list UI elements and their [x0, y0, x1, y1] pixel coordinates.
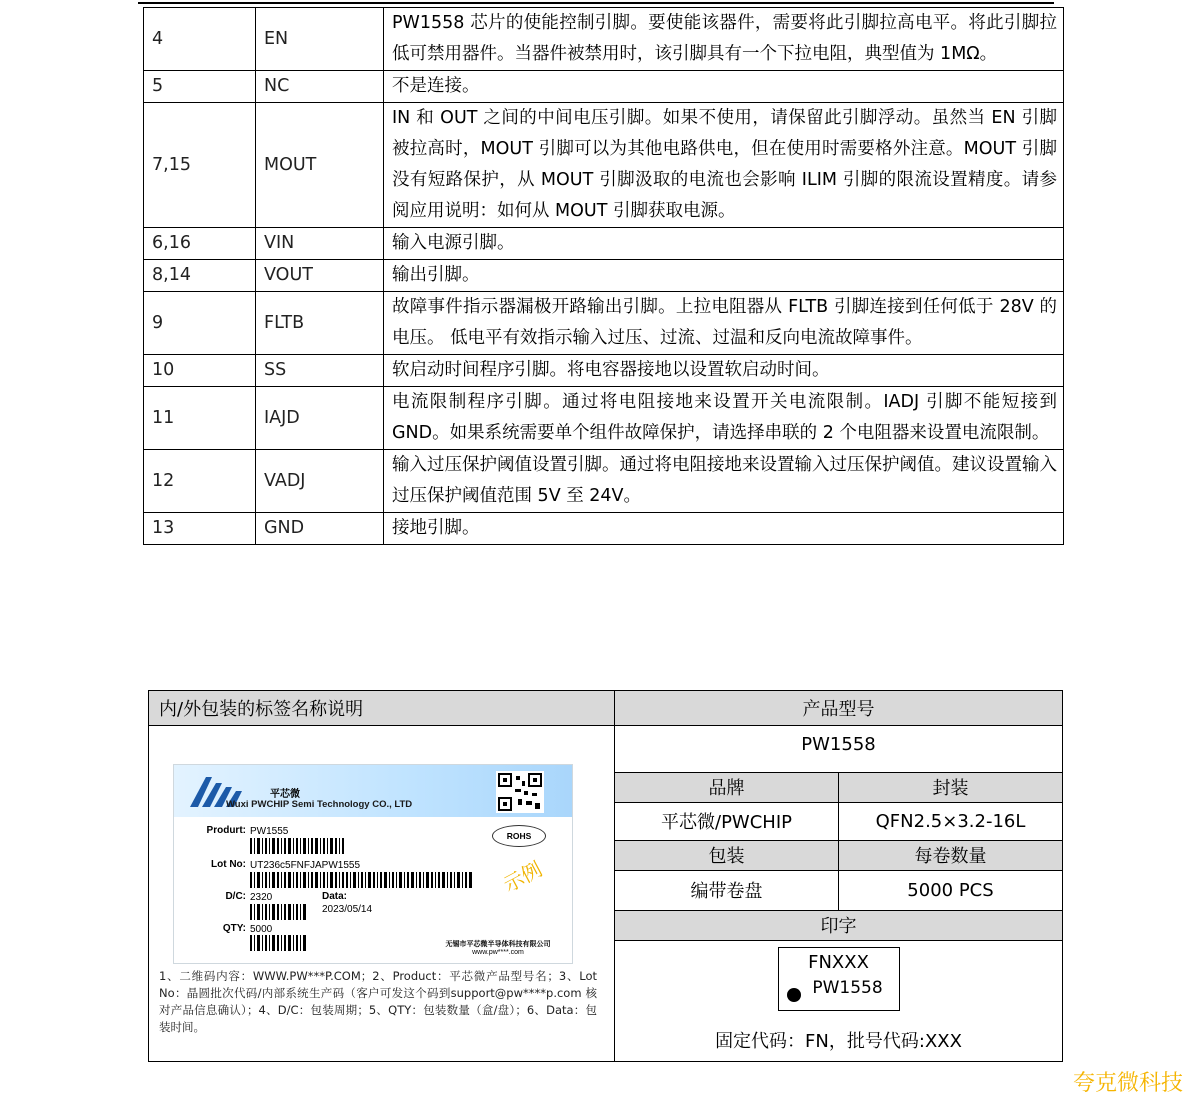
pin-number: 10 [144, 355, 256, 387]
pin-name: FLTB [256, 292, 384, 355]
pin-number: 4 [144, 8, 256, 71]
watermark: 夸克微科技 [1072, 1071, 1183, 1096]
pin-number: 12 [144, 450, 256, 513]
qr-code-icon [496, 771, 544, 813]
marking-line-2: PW1558 [812, 977, 883, 998]
dc-value: 2320 [250, 892, 273, 903]
pin-number: 8,14 [144, 260, 256, 292]
example-stamp: 示例 [499, 856, 546, 897]
table-row [144, 103, 1064, 228]
table-row [144, 71, 1064, 103]
pin-name: VADJ [256, 450, 384, 513]
model-value: PW1558 [615, 726, 1062, 772]
marking-line-1: FNXXX [808, 951, 869, 973]
qty-per-reel-label: 每卷数量 [839, 840, 1063, 870]
product-info-inner-table [615, 726, 1062, 1061]
product-barcode-icon [250, 838, 344, 854]
marking-label: 印字 [615, 910, 1062, 940]
pin-name: NC [256, 71, 384, 103]
product-info-cell [615, 726, 1063, 1062]
data-value: 2023/05/14 [322, 904, 373, 915]
pin-description: 不是连接。 [384, 71, 1064, 103]
pin-number: 6,16 [144, 228, 256, 260]
pin-description: 软启动时间程序引脚。将电容器接地以设置软启动时间。 [384, 355, 1064, 387]
pin-description: 输入过压保护阈值设置引脚。通过将电阻接地来设置输入过压保护阈值。建议设置输入过压保护阈值范围 5V 至 24V。 [384, 450, 1064, 513]
pin1-dot-icon [787, 988, 801, 1002]
table-row [144, 355, 1064, 387]
chip-marking-box [778, 947, 900, 1011]
sticker-brand-cn: 平芯微 [270, 789, 300, 800]
pin-description: IN 和 OUT 之间的中间电压引脚。如果不使用，请保留此引脚浮动。虽然当 EN 引脚被拉高时，MOUT 引脚可以为其他电路供电，但在使用时需要格外注意。MOUT 引脚没有短路保护，从 MOUT 引脚汲取的电流也会影响 ILIM 引脚的限流设置精度。请参阅应用说明：如何从 MOUT 引脚获取电源。 [384, 103, 1064, 228]
pin-number: 13 [144, 513, 256, 545]
product-label: Produrt: [206, 825, 246, 836]
sticker-company-cn: 无锡市平芯微半导体科技有限公司 [445, 940, 551, 948]
packing-value: 编带卷盘 [615, 870, 839, 910]
pin-number: 5 [144, 71, 256, 103]
lot-barcode-icon [250, 872, 472, 888]
pin-description: PW1558 芯片的使能控制引脚。要使能该器件，需要将此引脚拉高电平。将此引脚拉低可禁用器件。当器件被禁用时，该引脚具有一个下拉电阻，典型值为 1MΩ。 [384, 8, 1064, 71]
pin-name: MOUT [256, 103, 384, 228]
package-label: 封装 [839, 772, 1063, 802]
pin-description: 输出引脚。 [384, 260, 1064, 292]
dc-label: D/C: [225, 891, 246, 902]
pin-description: 接地引脚。 [384, 513, 1064, 545]
table-row [144, 292, 1064, 355]
label-description-header: 内/外包装的标签名称说明 [149, 691, 615, 726]
dc-barcode-icon [250, 904, 306, 920]
sticker-website: www.pw****.com [472, 949, 524, 956]
lot-value: UT236c5FNFJAPW1555 [250, 860, 361, 871]
pin-number: 7,15 [144, 103, 256, 228]
pin-description: 输入电源引脚。 [384, 228, 1064, 260]
pin-name: SS [256, 355, 384, 387]
lot-label: Lot No: [211, 859, 246, 870]
top-rule [138, 2, 1054, 4]
table-row [144, 450, 1064, 513]
package-label-sticker [173, 764, 573, 964]
qty-barcode-icon [250, 935, 306, 951]
table-row [144, 513, 1064, 545]
pin-name: VIN [256, 228, 384, 260]
pin-description-table [143, 7, 1064, 545]
brand-label: 品牌 [615, 772, 839, 802]
pin-name: GND [256, 513, 384, 545]
qty-value: 5000 [250, 924, 273, 935]
fixed-code-note: 固定代码：FN，批号代码:XXX [715, 1031, 962, 1052]
label-illustration-cell [149, 726, 615, 1062]
table-row [144, 228, 1064, 260]
package-value: QFN2.5×3.2-16L [839, 802, 1063, 840]
pin-number: 11 [144, 387, 256, 450]
table-row [144, 387, 1064, 450]
pin-description: 故障事件指示器漏极开路输出引脚。上拉电阻器从 FLTB 引脚连接到任何低于 28V 的电压。 低电平有效指示输入过压、过流、过温和反向电流故障事件。 [384, 292, 1064, 355]
product-value: PW1555 [250, 826, 289, 837]
brand-value: 平芯微/PWCHIP [615, 802, 839, 840]
pin-name: VOUT [256, 260, 384, 292]
pin-name: IAJD [256, 387, 384, 450]
rohs-badge: ROHS [492, 825, 546, 847]
table-row [144, 260, 1064, 292]
qty-per-reel-value: 5000 PCS [839, 870, 1063, 910]
pin-name: EN [256, 8, 384, 71]
pin-description: 电流限制程序引脚。通过将电阻接地来设置开关电流限制。IADJ 引脚不能短接到 GND。如果系统需要单个组件故障保护，请选择串联的 2 个电阻器来设置电流限制。 [384, 387, 1064, 450]
pin-number: 9 [144, 292, 256, 355]
marking-cell [615, 940, 1062, 1061]
table-row [144, 8, 1064, 71]
data-label: Data: [322, 891, 348, 902]
sticker-brand-en: Wuxi PWCHIP Semi Technology CO., LTD [226, 799, 413, 810]
packing-label: 包装 [615, 840, 839, 870]
model-header: 产品型号 [615, 691, 1063, 726]
qty-label: QTY: [222, 923, 246, 934]
package-info-table [148, 690, 1063, 1062]
label-notes: 1、二维码内容：WWW.PW***P.COM；2、Product：平芯微产品型号名；3、Lot No：晶圆批次代码/内部系统生产码（客户可发这个码到support@pw****p.com 核对产品信息确认）；4、D/C：包装周期；5、QTY：包装数量（盒/盘）；6、Data：包装时间。 [159, 969, 597, 1034]
